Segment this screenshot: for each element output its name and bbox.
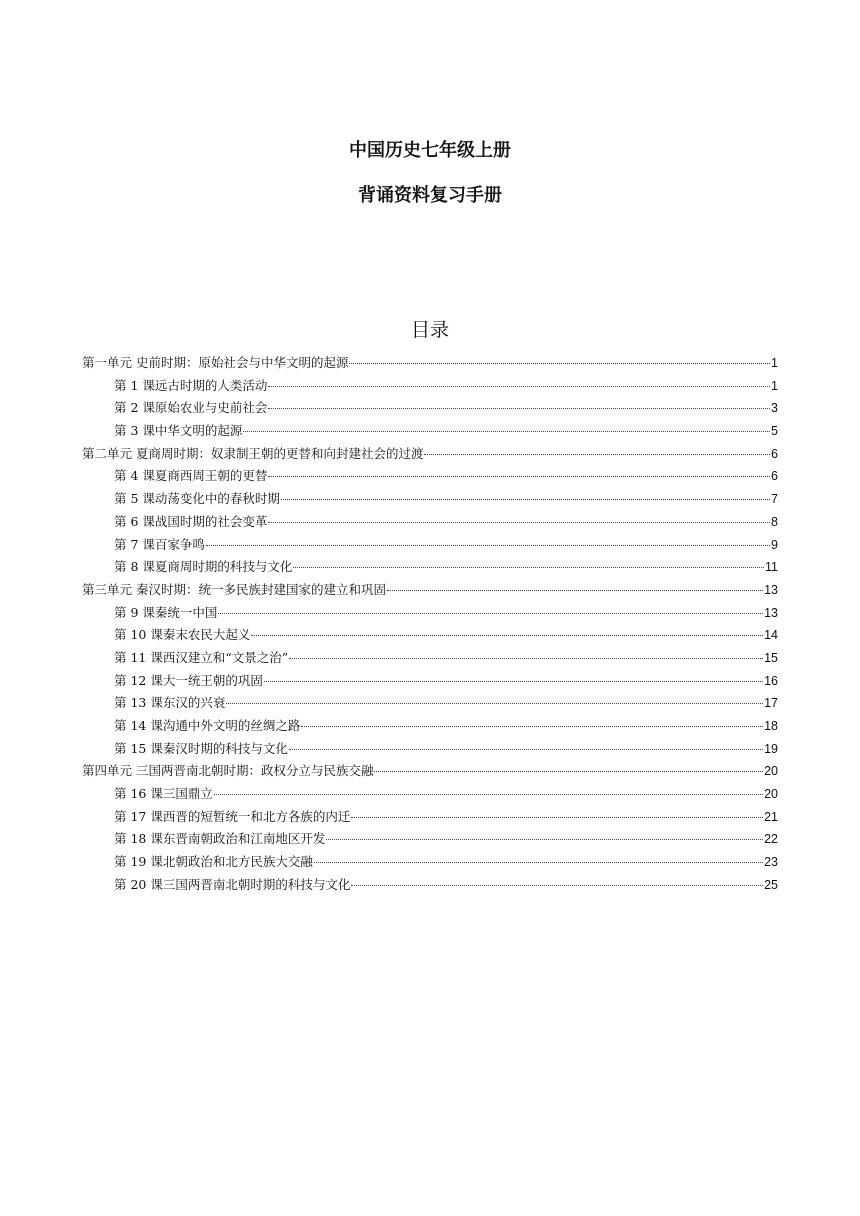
toc-page-number: 18 bbox=[764, 719, 778, 733]
toc-dot-leader bbox=[289, 658, 763, 659]
toc-entry-text: 第四单元 三国两晋南北朝时期：政权分立与民族交融 bbox=[82, 763, 374, 779]
toc-entry-text: 第二单元 夏商周时期：奴隶制王朝的更替和向封建社会的过渡 bbox=[82, 445, 424, 461]
toc-lesson-entry[interactable] bbox=[82, 375, 778, 398]
toc-dot-leader bbox=[214, 794, 763, 795]
toc-dot-leader bbox=[251, 635, 763, 636]
toc-dot-leader bbox=[351, 885, 763, 886]
toc-lesson-entry[interactable] bbox=[82, 647, 778, 670]
toc-heading: 目录 bbox=[410, 319, 449, 341]
toc-dot-leader bbox=[289, 749, 763, 750]
toc-entry-text: 第 19 课北朝政治和北方民族大交融 bbox=[114, 854, 313, 870]
toc-lesson-entry[interactable] bbox=[82, 602, 778, 625]
toc-dot-leader bbox=[374, 771, 763, 772]
toc-page-number: 20 bbox=[764, 764, 778, 779]
toc-dot-leader bbox=[268, 386, 770, 387]
toc-lesson-entry[interactable] bbox=[82, 715, 778, 738]
toc-entry-text: 第 9 课秦统一中国 bbox=[114, 604, 218, 620]
toc-entry-text: 第 15 课秦汉时期的科技与文化 bbox=[114, 740, 288, 756]
toc-unit-entry[interactable] bbox=[82, 352, 778, 375]
toc-dot-leader bbox=[218, 613, 763, 614]
toc-entry-text: 第 5 课动荡变化中的春秋时期 bbox=[114, 491, 280, 507]
toc-dot-leader bbox=[243, 431, 770, 432]
toc-page-number: 1 bbox=[771, 378, 778, 393]
toc-entry-text: 第 17 课西晋的短暂统一和北方各族的内迁 bbox=[114, 808, 351, 824]
toc-entry-text: 第 1 课远古时期的人类活动 bbox=[114, 377, 268, 393]
toc-entry-text: 第 20 课三国两晋南北朝时期的科技与文化 bbox=[114, 876, 351, 892]
toc-dot-leader bbox=[206, 545, 770, 546]
toc-entry-text: 第 3 课中华文明的起源 bbox=[114, 423, 243, 439]
toc-dot-leader bbox=[387, 590, 763, 591]
toc-page-number: 13 bbox=[764, 605, 778, 620]
toc-entry-text: 第 10 课秦末农民大起义 bbox=[114, 627, 251, 643]
toc-page-number: 5 bbox=[771, 424, 778, 439]
toc-lesson-entry[interactable] bbox=[82, 670, 778, 693]
toc-lesson-entry[interactable] bbox=[82, 556, 778, 579]
toc-page-number: 13 bbox=[764, 582, 778, 597]
toc-lesson-entry[interactable] bbox=[82, 534, 778, 557]
toc-page-number: 3 bbox=[771, 401, 778, 416]
toc-entry-text: 第 8 课夏商周时期的科技与文化 bbox=[114, 559, 293, 575]
toc-dot-leader bbox=[301, 726, 763, 727]
toc-lesson-entry[interactable] bbox=[82, 692, 778, 715]
toc-dot-leader bbox=[226, 703, 763, 704]
toc-lesson-entry[interactable] bbox=[82, 783, 778, 806]
toc-lesson-entry[interactable] bbox=[82, 511, 778, 534]
toc-page-number: 7 bbox=[771, 492, 778, 507]
toc-page-number: 25 bbox=[764, 877, 778, 892]
toc-dot-leader bbox=[326, 839, 763, 840]
toc-page-number: 16 bbox=[764, 673, 778, 688]
toc-entry-text: 第 14 课沟通中外文明的丝绸之路 bbox=[114, 718, 301, 733]
toc-page-number: 19 bbox=[764, 741, 778, 756]
toc-lesson-entry[interactable] bbox=[82, 624, 778, 647]
toc-unit-entry[interactable] bbox=[82, 579, 778, 602]
toc-page-number: 20 bbox=[764, 787, 778, 802]
toc-entry-text: 第一单元 史前时期：原始社会与中华文明的起源 bbox=[82, 355, 349, 370]
toc-lesson-entry[interactable] bbox=[82, 828, 778, 851]
toc-entry-text: 第 7 课百家争鸣 bbox=[114, 536, 205, 552]
toc-entry-text: 第 4 课夏商西周王朝的更替 bbox=[114, 468, 268, 484]
document-title: 中国历史七年级上册 bbox=[349, 140, 511, 161]
toc-entry-text: 第 11 课西汉建立和“文景之治” bbox=[114, 649, 289, 665]
toc-lesson-entry[interactable] bbox=[82, 465, 778, 488]
toc-entry-text: 第 16 课三国鼎立 bbox=[114, 786, 213, 802]
document-subtitle: 背诵资料复习手册 bbox=[358, 185, 502, 206]
toc-page-number: 17 bbox=[764, 696, 778, 711]
toc-page-number: 14 bbox=[764, 628, 778, 643]
toc-page-number: 15 bbox=[764, 650, 778, 665]
toc-lesson-entry[interactable] bbox=[82, 851, 778, 874]
toc-dot-leader bbox=[351, 817, 763, 818]
toc-dot-leader bbox=[424, 454, 770, 455]
toc-dot-leader bbox=[268, 522, 770, 523]
toc-dot-leader bbox=[264, 681, 763, 682]
toc-page-number: 11 bbox=[765, 560, 778, 575]
toc-lesson-entry[interactable] bbox=[82, 806, 778, 829]
toc-lesson-entry[interactable] bbox=[82, 488, 778, 511]
toc-lesson-entry[interactable] bbox=[82, 738, 778, 761]
toc-unit-entry[interactable] bbox=[82, 760, 778, 783]
toc-entry-text: 第 18 课东晋南朝政治和江南地区开发 bbox=[114, 831, 326, 847]
toc-entry-text: 第 13 课东汉的兴衰 bbox=[114, 695, 226, 711]
toc-page-number: 23 bbox=[764, 855, 778, 870]
toc-entry-text: 第 2 课原始农业与史前社会 bbox=[114, 400, 268, 416]
toc-unit-entry[interactable] bbox=[82, 443, 778, 466]
toc-entry-text: 第三单元 秦汉时期：统一多民族封建国家的建立和巩固 bbox=[82, 581, 386, 597]
toc-page-number: 21 bbox=[764, 809, 778, 824]
toc-page-number: 6 bbox=[771, 469, 778, 484]
toc-lesson-entry[interactable] bbox=[82, 874, 778, 897]
toc-lesson-entry[interactable] bbox=[82, 420, 778, 443]
toc-lesson-entry[interactable] bbox=[82, 397, 778, 420]
toc-entry-text: 第 12 课大一统王朝的巩固 bbox=[114, 672, 263, 688]
toc-dot-leader bbox=[268, 476, 770, 477]
toc-page-number: 1 bbox=[771, 356, 778, 370]
toc-dot-leader bbox=[314, 862, 763, 863]
toc-dot-leader bbox=[349, 363, 770, 364]
toc-page-number: 8 bbox=[771, 514, 778, 529]
table-of-contents bbox=[82, 352, 778, 897]
toc-dot-leader bbox=[268, 408, 770, 409]
toc-dot-leader bbox=[293, 567, 764, 568]
toc-entry-text: 第 6 课战国时期的社会变革 bbox=[114, 513, 268, 529]
toc-page-number: 9 bbox=[771, 537, 778, 552]
toc-dot-leader bbox=[281, 499, 770, 500]
toc-page-number: 6 bbox=[771, 446, 778, 461]
toc-page-number: 22 bbox=[764, 832, 778, 847]
